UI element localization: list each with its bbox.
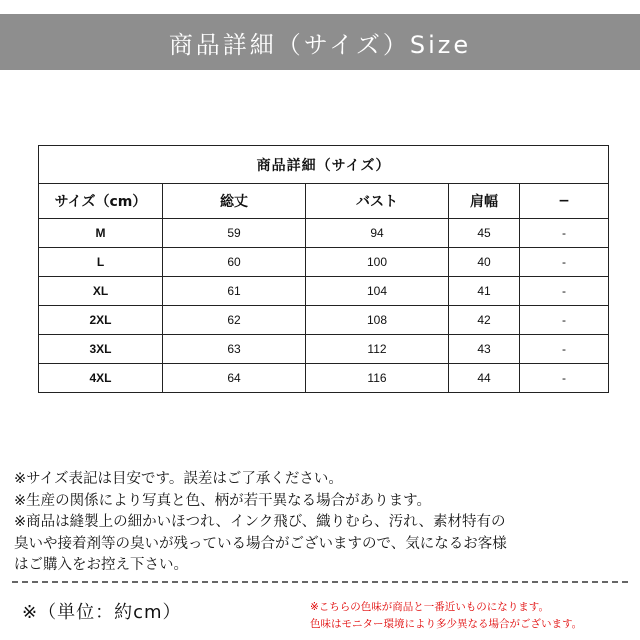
cell-shoulder: 41 — [449, 277, 520, 306]
note-line: ※生産の関係により写真と色、柄が若干異なる場合があります。 — [14, 492, 431, 509]
color-note — [310, 599, 632, 633]
header-extra: − — [520, 184, 609, 219]
header-shoulder: 肩幅 — [449, 184, 520, 219]
cell-bust: 112 — [306, 335, 449, 364]
cell-shoulder: 42 — [449, 306, 520, 335]
cell-length: 64 — [163, 364, 306, 393]
note-line: 臭いや接着剤等の臭いが残っている場合がございますので、気になるお客様 — [14, 535, 507, 552]
cell-size: L — [39, 248, 163, 277]
cell-size: 2XL — [39, 306, 163, 335]
cell-length: 62 — [163, 306, 306, 335]
note-line: はご購入をお控え下さい。 — [14, 557, 188, 573]
cell-extra: - — [520, 248, 609, 277]
cell-length: 59 — [163, 219, 306, 248]
cell-shoulder: 40 — [449, 248, 520, 277]
cell-length: 60 — [163, 248, 306, 277]
cell-extra: - — [520, 335, 609, 364]
cell-bust: 94 — [306, 219, 449, 248]
cell-bust: 104 — [306, 277, 449, 306]
unit-label: ※（単位：約cm） — [22, 602, 182, 623]
color-note-line: ※こちらの色味が商品と一番近いものになります。 — [310, 601, 549, 613]
size-table — [38, 145, 609, 393]
banner-title: 商品詳細（サイズ）Size — [168, 30, 472, 59]
cell-shoulder: 45 — [449, 219, 520, 248]
header-size: サイズ（cm） — [39, 184, 163, 219]
cell-bust: 100 — [306, 248, 449, 277]
cell-length: 63 — [163, 335, 306, 364]
table-row — [39, 306, 609, 335]
cell-extra: - — [520, 306, 609, 335]
cell-size: M — [39, 219, 163, 248]
cell-extra: - — [520, 219, 609, 248]
color-note-line: 色味はモニター環境により多少異なる場合がございます。 — [310, 618, 583, 630]
cell-size: XL — [39, 277, 163, 306]
table-header-row — [39, 184, 609, 219]
note-line: ※商品は縫製上の細かいほつれ、インク飛び、織りむら、汚れ、素材特有の — [14, 514, 506, 530]
notes-section — [14, 469, 634, 577]
cell-shoulder: 43 — [449, 335, 520, 364]
note-line: ※サイズ表記は目安です。誤差はご了承ください。 — [14, 471, 343, 487]
table-caption: 商品詳細（サイズ） — [39, 146, 609, 184]
cell-shoulder: 44 — [449, 364, 520, 393]
table-row — [39, 277, 609, 306]
table-row — [39, 248, 609, 277]
cell-extra: - — [520, 364, 609, 393]
cell-extra: - — [520, 277, 609, 306]
header-bust: バスト — [306, 184, 449, 219]
table-row — [39, 364, 609, 393]
header-length: 総丈 — [163, 184, 306, 219]
cell-bust: 116 — [306, 364, 449, 393]
title-banner — [0, 14, 640, 70]
cell-bust: 108 — [306, 306, 449, 335]
cell-length: 61 — [163, 277, 306, 306]
table-row — [39, 335, 609, 364]
cell-size: 4XL — [39, 364, 163, 393]
dashed-divider — [12, 581, 628, 583]
cell-size: 3XL — [39, 335, 163, 364]
table-row — [39, 219, 609, 248]
